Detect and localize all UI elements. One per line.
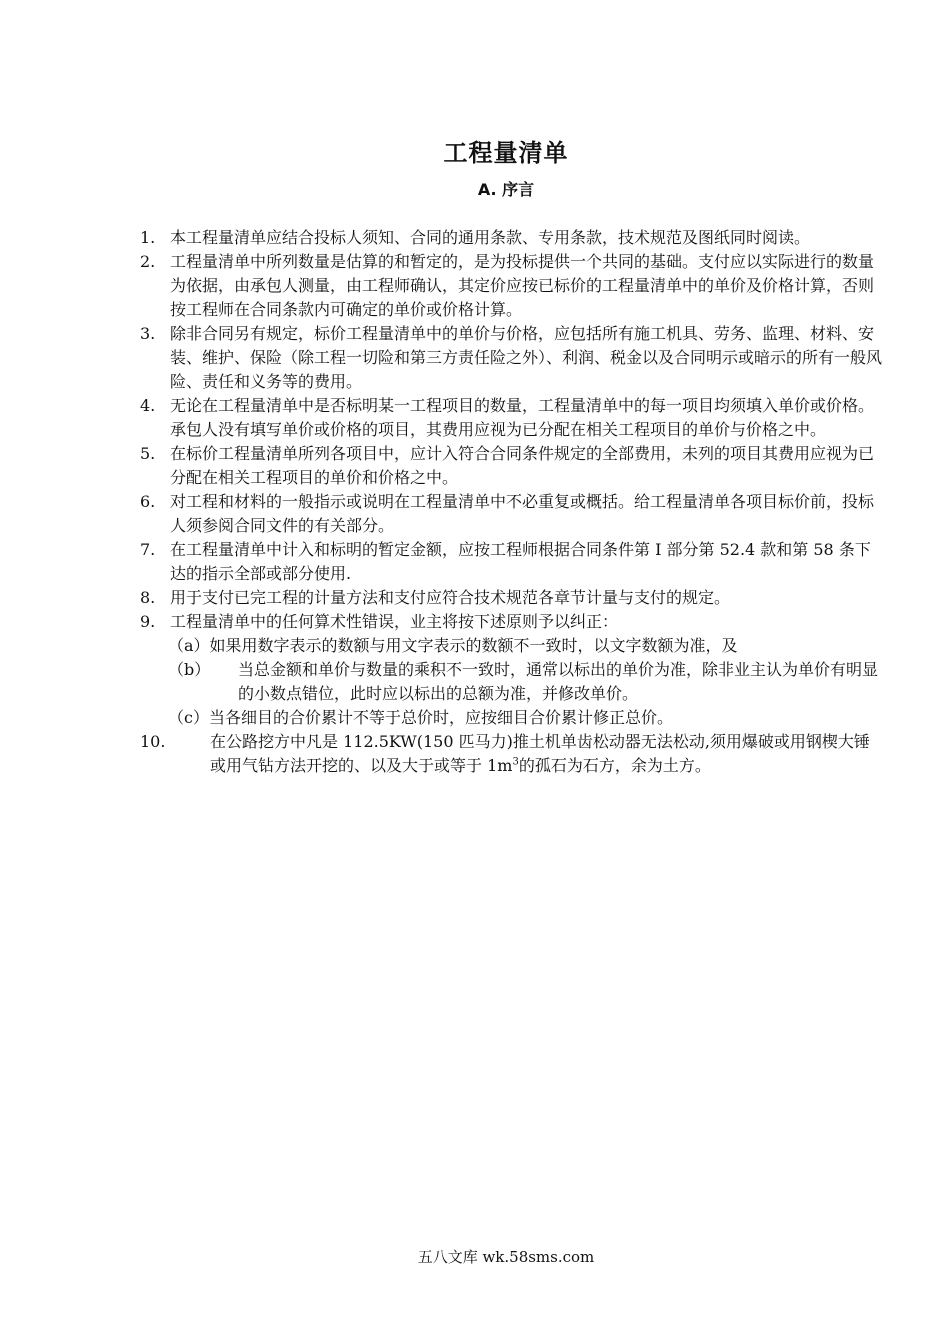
subitem-c	[140, 706, 885, 730]
item-number: 9.	[140, 612, 156, 631]
subitem-b	[140, 658, 885, 706]
page-footer: 五八文库 wk.58sms.com	[417, 1248, 595, 1266]
item-number: 3.	[140, 324, 156, 343]
item-text: 用于支付已完工程的计量方法和支付应符合技术规范各章节计量与支付的规定。	[170, 588, 731, 607]
item-text: 工程量清单中所列数量是估算的和暂定的，是为投标提供一个共同的基础。支付应以实际进行的数量为依据，由承包人测量，由工程师确认，其定价应按已标价的工程量清单中的单价及价格计算，否则按工程师在合同条款内可确定的单价或价格计算。	[170, 252, 875, 319]
list-item	[140, 586, 885, 610]
item-number: 4.	[140, 396, 156, 415]
item-text: 除非合同另有规定，标价工程量清单中的单价与价格，应包括所有施工机具、劳务、监理、材料、安装、维护、保险（除工程一切险和第三方责任险之外）、利润、税金以及合同明示或暗示的所有一般风险、责任和义务等的费用。	[170, 324, 883, 391]
item-number: 8.	[140, 588, 156, 607]
subitem-tag: （b）	[168, 660, 211, 679]
list-item	[140, 322, 885, 394]
item-text-main: 在公路挖方中凡是 112.5KW(150 匹马力)推土机单齿松动器无法松动,须用爆破或用钢楔大锤或用气钻方法开挖的、以及大于或等于 1m	[210, 732, 870, 775]
item-number: 7.	[140, 540, 156, 559]
list-item	[140, 442, 885, 490]
list-item	[140, 610, 885, 634]
subitem-text: 当总金额和单价与数量的乘积不一致时，通常以标出的单价为准，除非业主认为单价有明显的小数点错位，此时应以标出的总额为准，并修改单价。	[238, 660, 879, 703]
item-text: 在标价工程量清单所列各项目中，应计入符合合同条件规定的全部费用，未列的项目其费用应视为已分配在相关工程项目的单价和价格之中。	[170, 444, 875, 487]
list-item	[140, 730, 885, 778]
item-number: 10.	[140, 732, 166, 751]
subitem-text: 当各细目的合价累计不等于总价时，应按细目合价累计修正总价。	[208, 708, 673, 727]
item-number: 6.	[140, 492, 156, 511]
item-text	[170, 730, 885, 778]
clause-list	[140, 226, 885, 778]
section-subtitle: A. 序言	[477, 180, 535, 199]
subitem-tag: （c）	[168, 708, 209, 727]
item-text: 工程量清单中的任何算术性错误，业主将按下述原则予以纠正：	[170, 612, 619, 631]
item-text: 对工程和材料的一般指示或说明在工程量清单中不必重复或概括。给工程量清单各项目标价前，投标人须参阅合同文件的有关部分。	[170, 492, 875, 535]
item-text: 本工程量清单应结合投标人须知、合同的通用条款、专用条款，技术规范及图纸同时阅读。	[170, 228, 811, 247]
list-item	[140, 538, 885, 586]
list-item	[140, 490, 885, 538]
subitem-text: 如果用数字表示的数额与用文字表示的数额不一致时，以文字数额为准，及	[209, 636, 738, 655]
list-item	[140, 250, 885, 322]
list-item	[140, 226, 885, 250]
subitem-a	[140, 634, 885, 658]
superscript: 3	[512, 756, 519, 768]
item-text: 在工程量清单中计入和标明的暂定金额，应按工程师根据合同条件第 I 部分第 52.4 款和第 58 条下达的指示全部或部分使用.	[170, 540, 871, 583]
item-number: 1.	[140, 228, 156, 247]
item-text-tail: 的孤石为石方，余为土方。	[518, 756, 711, 775]
item-text: 无论在工程量清单中是否标明某一工程项目的数量，工程量清单中的每一项目均须填入单价或价格。承包人没有填写单价或价格的项目，其费用应视为已分配在相关工程项目的单价与价格之中。	[170, 396, 875, 439]
list-item	[140, 394, 885, 442]
subitem-tag: （a）	[168, 636, 210, 655]
page-title: 工程量清单	[443, 139, 569, 167]
item-number: 5.	[140, 444, 156, 463]
item-number: 2.	[140, 252, 156, 271]
